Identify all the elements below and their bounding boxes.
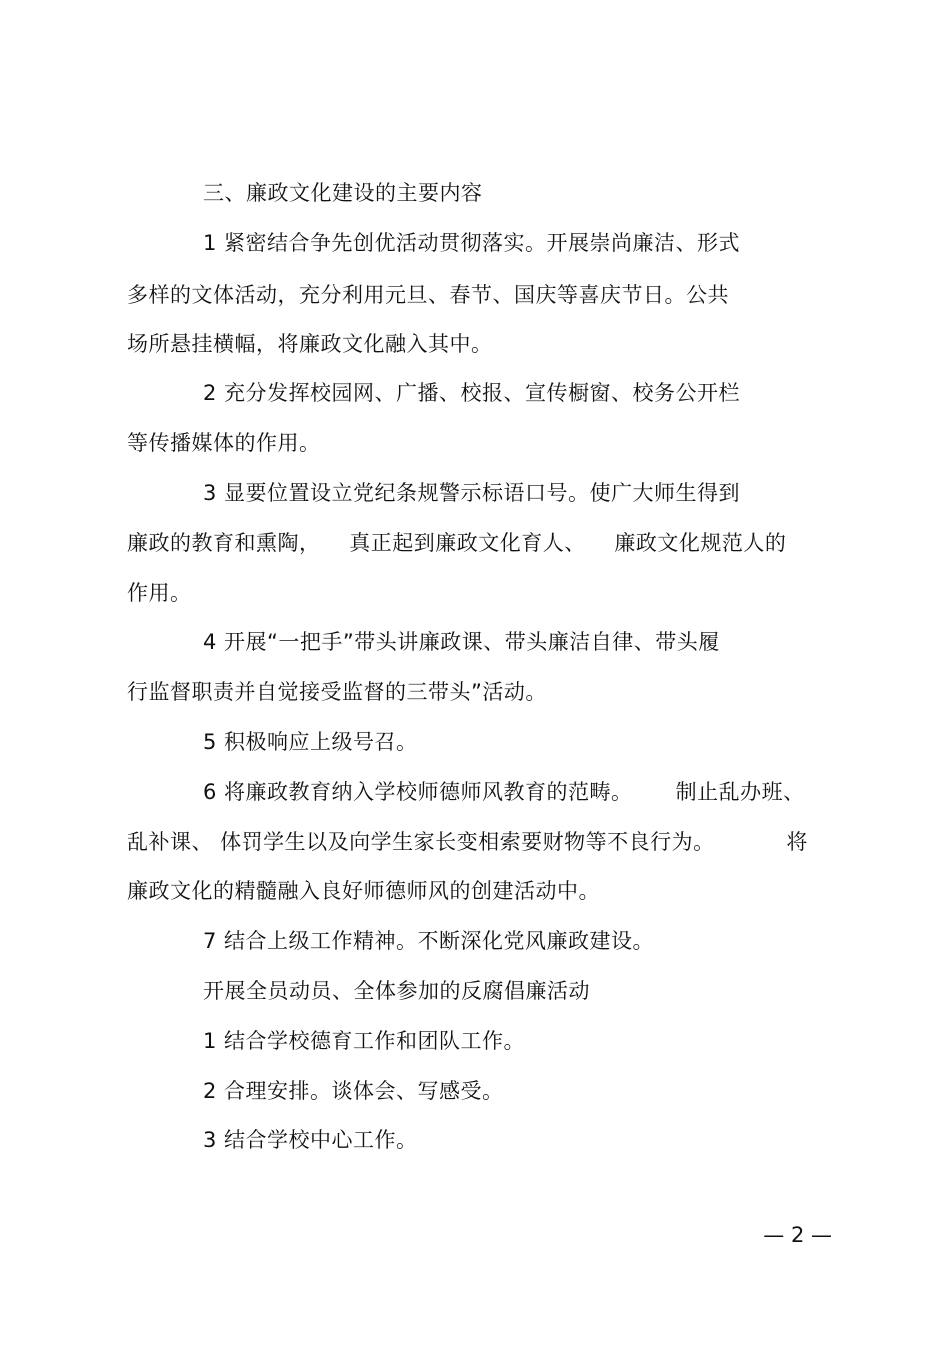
paragraph-line: 5 积极响应上级号召。: [203, 730, 418, 754]
paragraph-line: 廉政文化的精髓融入良好师德师风的创建活动中。: [127, 879, 600, 903]
paragraph-line: 廉政的教育和熏陶， 真正起到廉政文化育人、 廉政文化规范人的: [127, 531, 787, 555]
paragraph-line: 7 结合上级工作精神。不断深化党风廉政建设。: [203, 929, 655, 953]
paragraph-line: 2 合理安排。谈体会、写感受。: [203, 1079, 504, 1103]
paragraph-line: 行监督职责并自觉接受监督的三带头”活动。: [127, 680, 547, 704]
paragraph-line: 等传播媒体的作用。: [127, 431, 321, 455]
paragraph-line: 作用。: [127, 581, 192, 605]
paragraph-line: 多样的文体活动，充分利用元旦、春节、国庆等喜庆节日。公共: [127, 283, 729, 307]
paragraph-line: 6 将廉政教育纳入学校师德师风教育的范畴。 制止乱办班、: [203, 780, 805, 804]
section-heading: 三、廉政文化建设的主要内容: [203, 181, 483, 205]
paragraph-line: 场所悬挂横幅，将廉政文化融入其中。: [127, 332, 493, 356]
paragraph-line: 3 显要位置设立党纪条规警示标语口号。使广大师生得到: [203, 481, 741, 505]
paragraph-line: 2 充分发挥校园网、广播、校报、宣传橱窗、校务公开栏: [203, 381, 741, 405]
page-number: — 2 —: [763, 1223, 832, 1247]
paragraph-line: 1 紧密结合争先创优活动贯彻落实。开展崇尚廉洁、形式: [203, 231, 741, 255]
paragraph-line: 3 结合学校中心工作。: [203, 1128, 418, 1152]
paragraph-line: 乱补课、 体罚学生以及向学生家长变相索要财物等不良行为。 将: [127, 830, 808, 854]
paragraph-line: 开展全员动员、全体参加的反腐倡廉活动: [203, 979, 590, 1003]
paragraph-line: 1 结合学校德育工作和团队工作。: [203, 1029, 526, 1053]
paragraph-line: 4 开展“一把手”带头讲廉政课、带头廉洁自律、带头履: [203, 630, 720, 654]
